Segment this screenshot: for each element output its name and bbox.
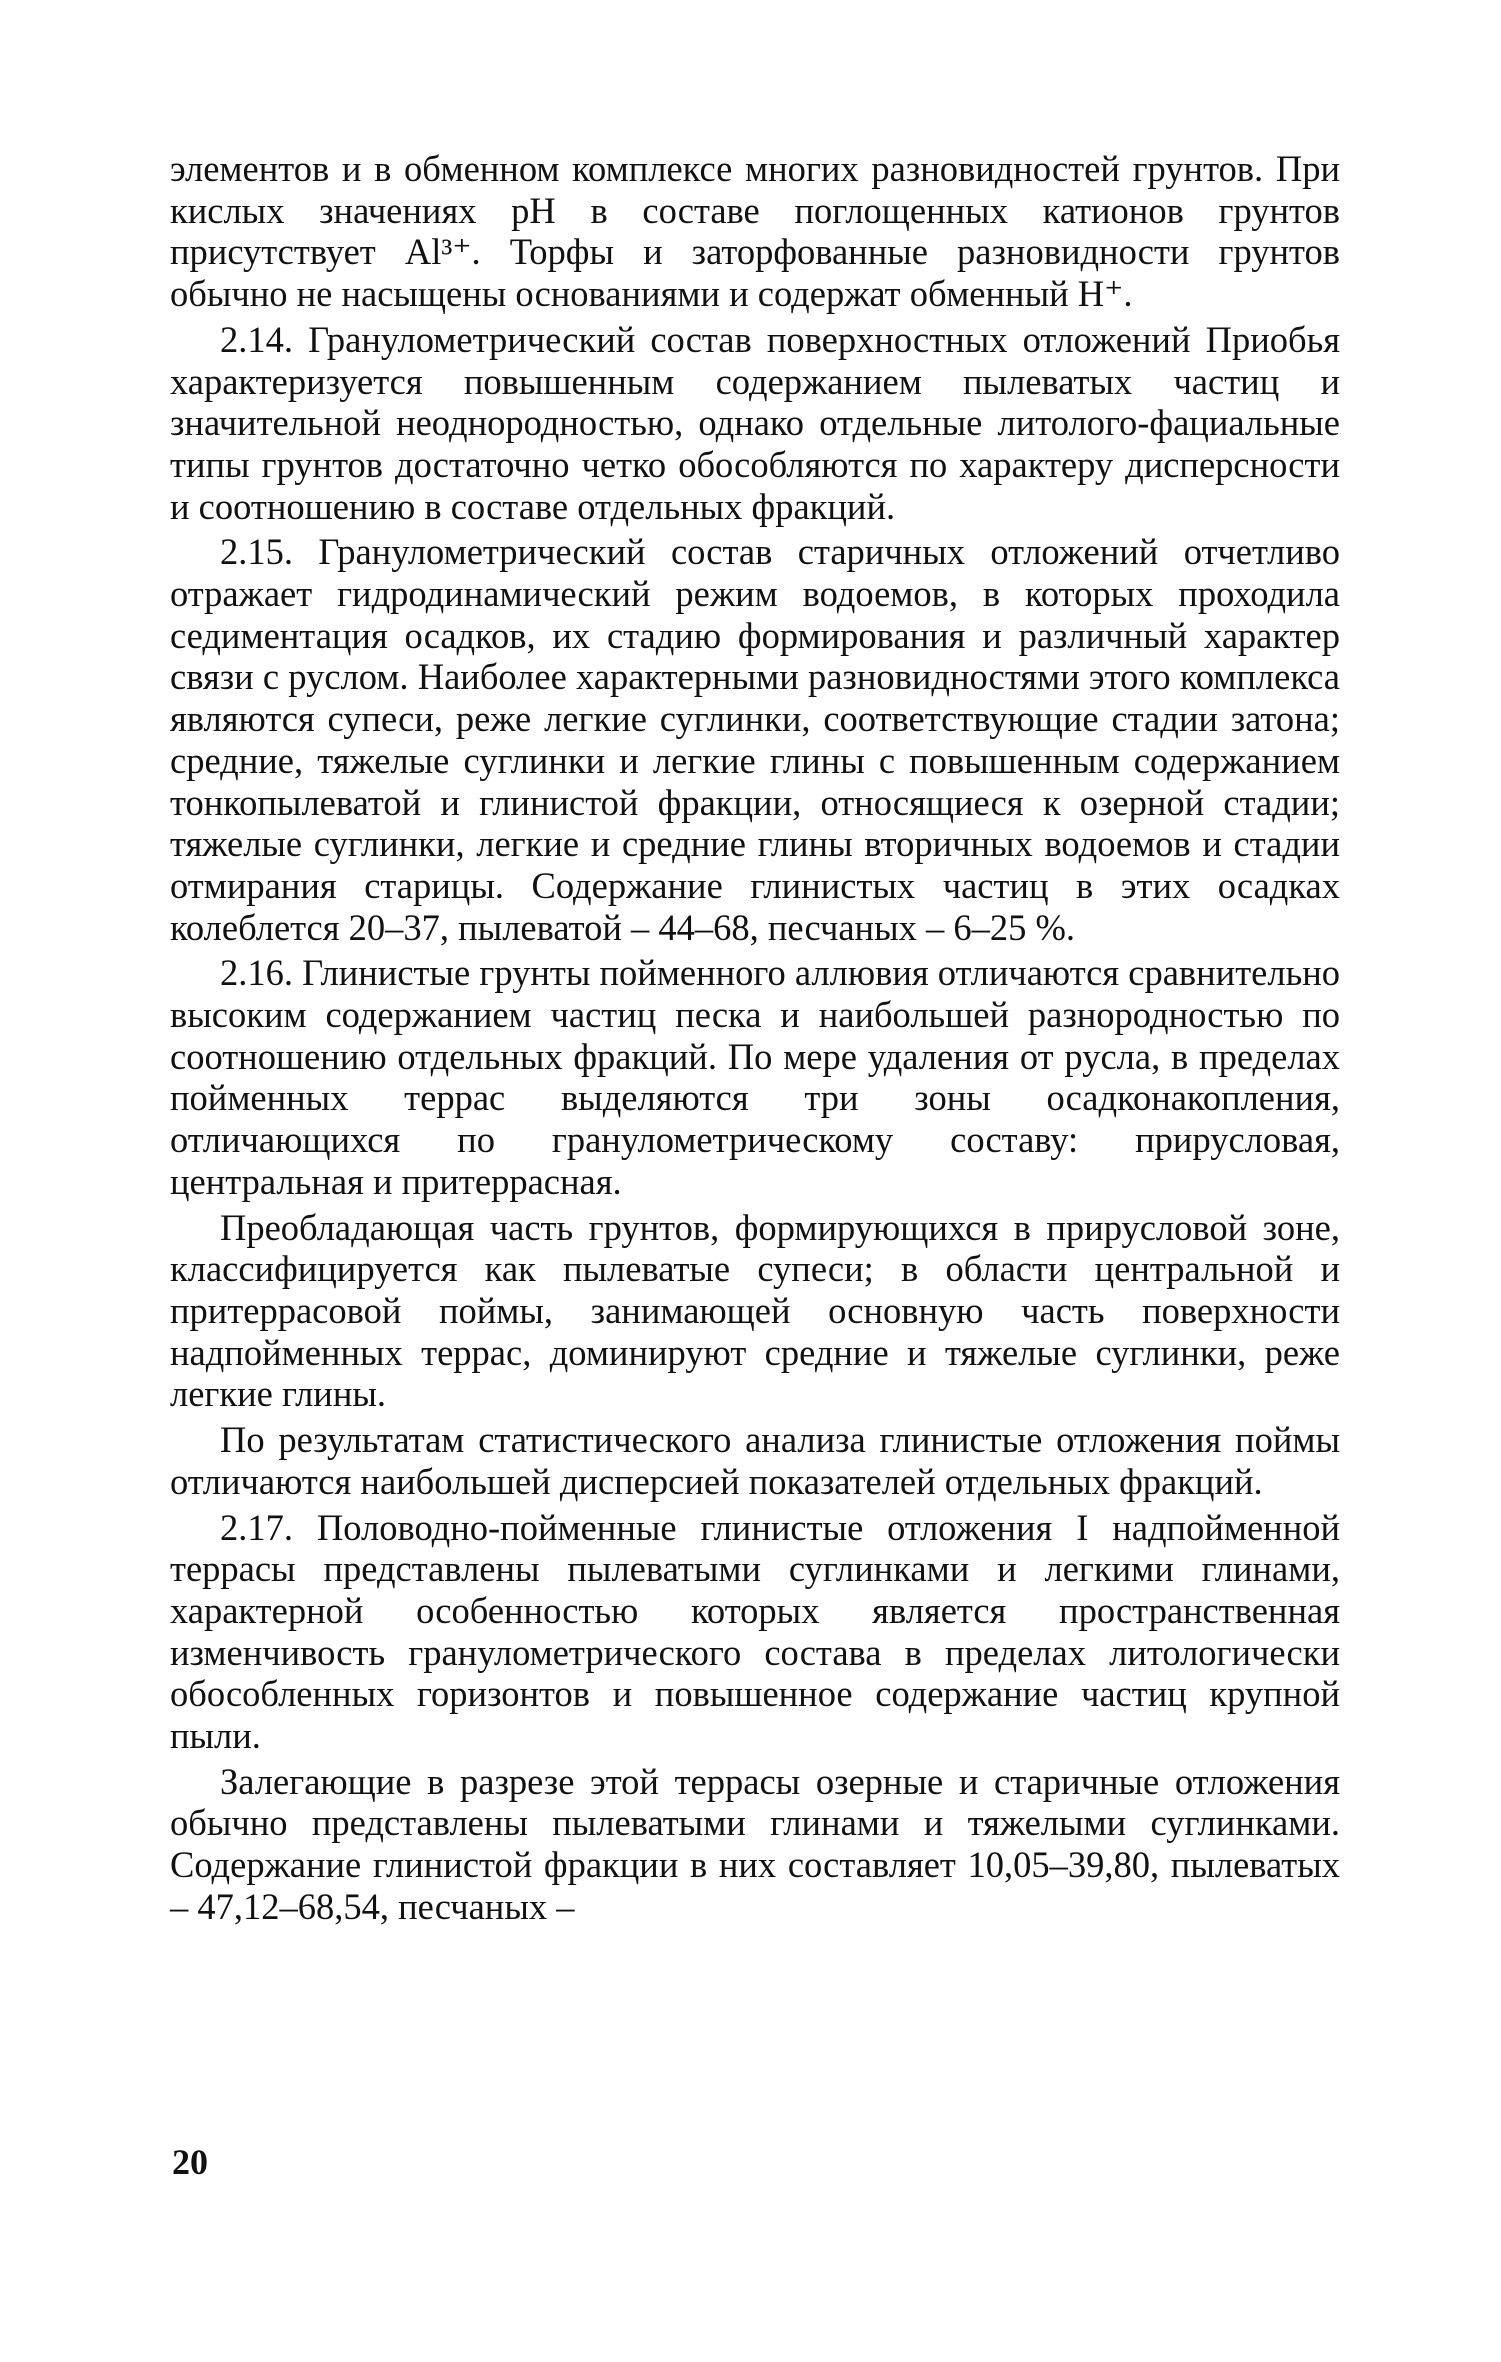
paragraph-text: Преобладающая часть грунтов, формирующихся в прирусловой зоне, классифицируется как пылеватые супеси; в области центральной и притеррасовой поймы, занимающей основную часть поверхности надпойменных террас, доминируют средние и тяжелые суглинки, реже легкие глины. <box>170 1206 1340 1415</box>
paragraph-section-2-16 <box>170 952 1340 1202</box>
paragraph-text: По результатам статистического анализа глинистые отложения поймы отличаются наибольшей дисперсией показателей отдельных фракций. <box>170 1419 1340 1502</box>
section-number: 2.15. <box>220 531 293 573</box>
paragraph-zones <box>170 1207 1340 1416</box>
paragraph-text: Половодно-пойменные глинистые отложения I надпойменной террасы представлены пылеватыми суглинками и легкими глинами, характерной особенностью которых является пространственная изменчивость гранулометрического состава в пределах литологически обособленных горизонтов и повышенное содержание частиц крупной пыли. <box>170 1506 1341 1757</box>
paragraph-text: элементов и в обменном комплексе многих разновидностей грунтов. При кислых значениях pH в составе поглощенных катионов грунтов присутствует Al³⁺. Торфы и заторфованные разновидности грунтов обычно не насыщены основаниями и содержат обменный H⁺. <box>170 148 1340 315</box>
paragraph-section-2-15 <box>170 531 1340 948</box>
paragraph-lake-deposits <box>170 1761 1340 1928</box>
paragraph-statistics <box>170 1419 1340 1502</box>
paragraph-section-2-17 <box>170 1507 1340 1757</box>
section-number: 2.17. <box>220 1506 293 1548</box>
paragraph-continuation <box>170 148 1340 315</box>
section-number: 2.16. <box>220 952 293 994</box>
section-number: 2.14. <box>220 318 293 360</box>
paragraph-text: Гранулометрический состав старичных отложений отчетливо отражает гидродинамический режим водоемов, в которых проходила седиментация осадков, их стадию формирования и различный характер связи с руслом. Наиболее характерными разновидностями этого комплекса являются супеси, реже легкие суглинки, соответствующие стадии затона; средние, тяжелые суглинки и легкие глины с повышенным содержанием тонкопылеватой и глинистой фракции, относящиеся к озерной стадии; тяжелые суглинки, легкие и средние глины вторичных водоемов и стадии отмирания старицы. Содержание глинистых частиц в этих осадках колеблется 20–37, пылеватой – 44–68, песчаных – 6–25 %. <box>170 531 1340 948</box>
paragraph-text: Глинистые грунты пойменного аллювия отличаются сравнительно высоким содержанием частиц песка и наибольшей разнородностью по соотношению отдельных фракций. По мере удаления от русла, в пределах пойменных террас выделяются три зоны осадконакопления, отличающихся по гранулометрическому составу: прирусловая, центральная и притеррасная. <box>170 952 1340 1202</box>
paragraph-text: Гранулометрический состав поверхностных отложений Приобья характеризуется повышенным содержанием пылеватых частиц и значительной неоднородностью, однако отдельные литолого-фациальные типы грунтов достаточно четко обособляются по характеру дисперсности и соотношению в составе отдельных фракций. <box>170 318 1341 527</box>
paragraph-section-2-14 <box>170 319 1340 528</box>
paragraph-text: Залегающие в разрезе этой террасы озерные и старичные отложения обычно представлены пылеватыми глинами и тяжелыми суглинками. Содержание глинистой фракции в них составляет 10,05–39,80, пылеватых – 47,12–68,54, песчаных – <box>170 1760 1340 1927</box>
page-number: 20 <box>172 2142 208 2182</box>
page-body <box>170 148 1340 2208</box>
